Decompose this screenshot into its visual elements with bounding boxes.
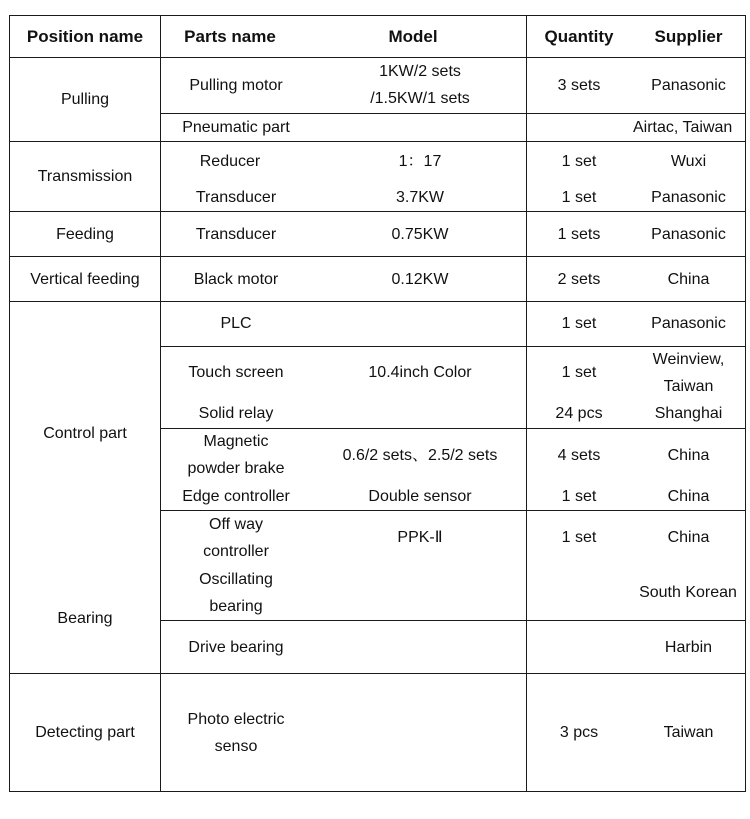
- part-magnetic-brake-line1: Magnetic: [203, 433, 269, 450]
- qty-plc: 1 set: [561, 315, 597, 332]
- header-position-name: Position name: [26, 27, 144, 46]
- supplier-touch-screen-line2: Taiwan: [663, 378, 714, 395]
- model-reducer: 1：17: [398, 153, 442, 170]
- supplier-plc: Panasonic: [651, 315, 726, 332]
- part-solid-relay: Solid relay: [198, 405, 274, 422]
- part-photo-electric-line2: senso: [214, 738, 258, 755]
- supplier-reducer: Wuxi: [670, 153, 707, 170]
- header-supplier: Supplier: [654, 27, 723, 46]
- model-transducer-transmission: 3.7KW: [395, 189, 444, 206]
- qty-solid-relay: 24 pcs: [555, 405, 603, 422]
- supplier-pulling-motor: Panasonic: [651, 77, 726, 94]
- position-bearing: Bearing: [57, 610, 113, 627]
- part-drive-bearing: Drive bearing: [188, 639, 284, 656]
- header-parts-name: Parts name: [184, 27, 276, 46]
- qty-photo-electric: 3 pcs: [559, 724, 599, 741]
- qty-transducer-feeding: 1 sets: [557, 226, 601, 243]
- model-pulling-motor-line2: /1.5KW/1 sets: [370, 90, 470, 107]
- supplier-drive-bearing: Harbin: [664, 639, 713, 656]
- header-quantity: Quantity: [544, 27, 614, 46]
- part-transducer-feeding: Transducer: [195, 226, 277, 243]
- grid-line: [9, 301, 746, 302]
- part-reducer: Reducer: [199, 153, 261, 170]
- supplier-off-way: China: [667, 529, 710, 546]
- part-plc: PLC: [220, 315, 252, 332]
- position-control-part: Control part: [43, 425, 127, 442]
- qty-touch-screen: 1 set: [561, 364, 597, 381]
- part-black-motor: Black motor: [193, 271, 279, 288]
- position-pulling: Pulling: [60, 91, 110, 108]
- part-off-way-line2: controller: [203, 543, 269, 560]
- part-edge-controller: Edge controller: [182, 488, 290, 505]
- grid-line: [160, 620, 746, 621]
- model-pulling-motor-line1: 1KW/2 sets: [379, 63, 461, 80]
- part-off-way-line1: Off way: [209, 516, 263, 533]
- position-transmission: Transmission: [37, 168, 133, 185]
- part-oscillating-line2: bearing: [209, 598, 263, 615]
- supplier-photo-electric: Taiwan: [663, 724, 714, 741]
- supplier-transducer-feeding: Panasonic: [651, 226, 726, 243]
- part-pneumatic: Pneumatic part: [182, 119, 290, 136]
- part-touch-screen: Touch screen: [188, 364, 284, 381]
- qty-off-way: 1 set: [561, 529, 597, 546]
- position-detecting-part: Detecting part: [35, 724, 135, 741]
- part-pulling-motor: Pulling motor: [189, 77, 283, 94]
- qty-black-motor: 2 sets: [557, 271, 601, 288]
- part-photo-electric-line1: Photo electric: [187, 711, 285, 728]
- qty-magnetic-brake: 4 sets: [557, 447, 601, 464]
- qty-reducer: 1 set: [561, 153, 597, 170]
- supplier-black-motor: China: [667, 271, 710, 288]
- model-transducer-feeding: 0.75KW: [391, 226, 449, 243]
- position-vertical-feeding: Vertical feeding: [30, 270, 140, 288]
- qty-pulling-motor: 3 sets: [557, 77, 601, 94]
- model-touch-screen: 10.4inch Color: [368, 364, 472, 381]
- supplier-pneumatic: Airtac, Taiwan: [633, 119, 733, 136]
- supplier-magnetic-brake: China: [667, 447, 710, 464]
- part-transducer-transmission: Transducer: [195, 189, 277, 206]
- model-edge-controller: Double sensor: [368, 488, 472, 505]
- model-black-motor: 0.12KW: [391, 271, 449, 288]
- grid-line: [9, 791, 746, 792]
- supplier-transducer-transmission: Panasonic: [651, 189, 726, 206]
- supplier-solid-relay: Shanghai: [654, 405, 723, 422]
- supplier-oscillating: South Korean: [639, 584, 737, 601]
- qty-edge-controller: 1 set: [561, 488, 597, 505]
- part-magnetic-brake-line2: powder brake: [187, 460, 285, 477]
- part-oscillating-line1: Oscillating: [199, 571, 273, 588]
- model-off-way: PPK-Ⅱ: [397, 529, 443, 546]
- supplier-touch-screen-line1: Weinview,: [652, 351, 725, 368]
- qty-transducer-transmission: 1 set: [561, 189, 597, 206]
- header-model: Model: [388, 27, 438, 46]
- model-magnetic-brake: 0.6/2 sets、2.5/2 sets: [342, 447, 498, 464]
- supplier-edge-controller: China: [667, 488, 710, 505]
- position-feeding: Feeding: [56, 225, 114, 243]
